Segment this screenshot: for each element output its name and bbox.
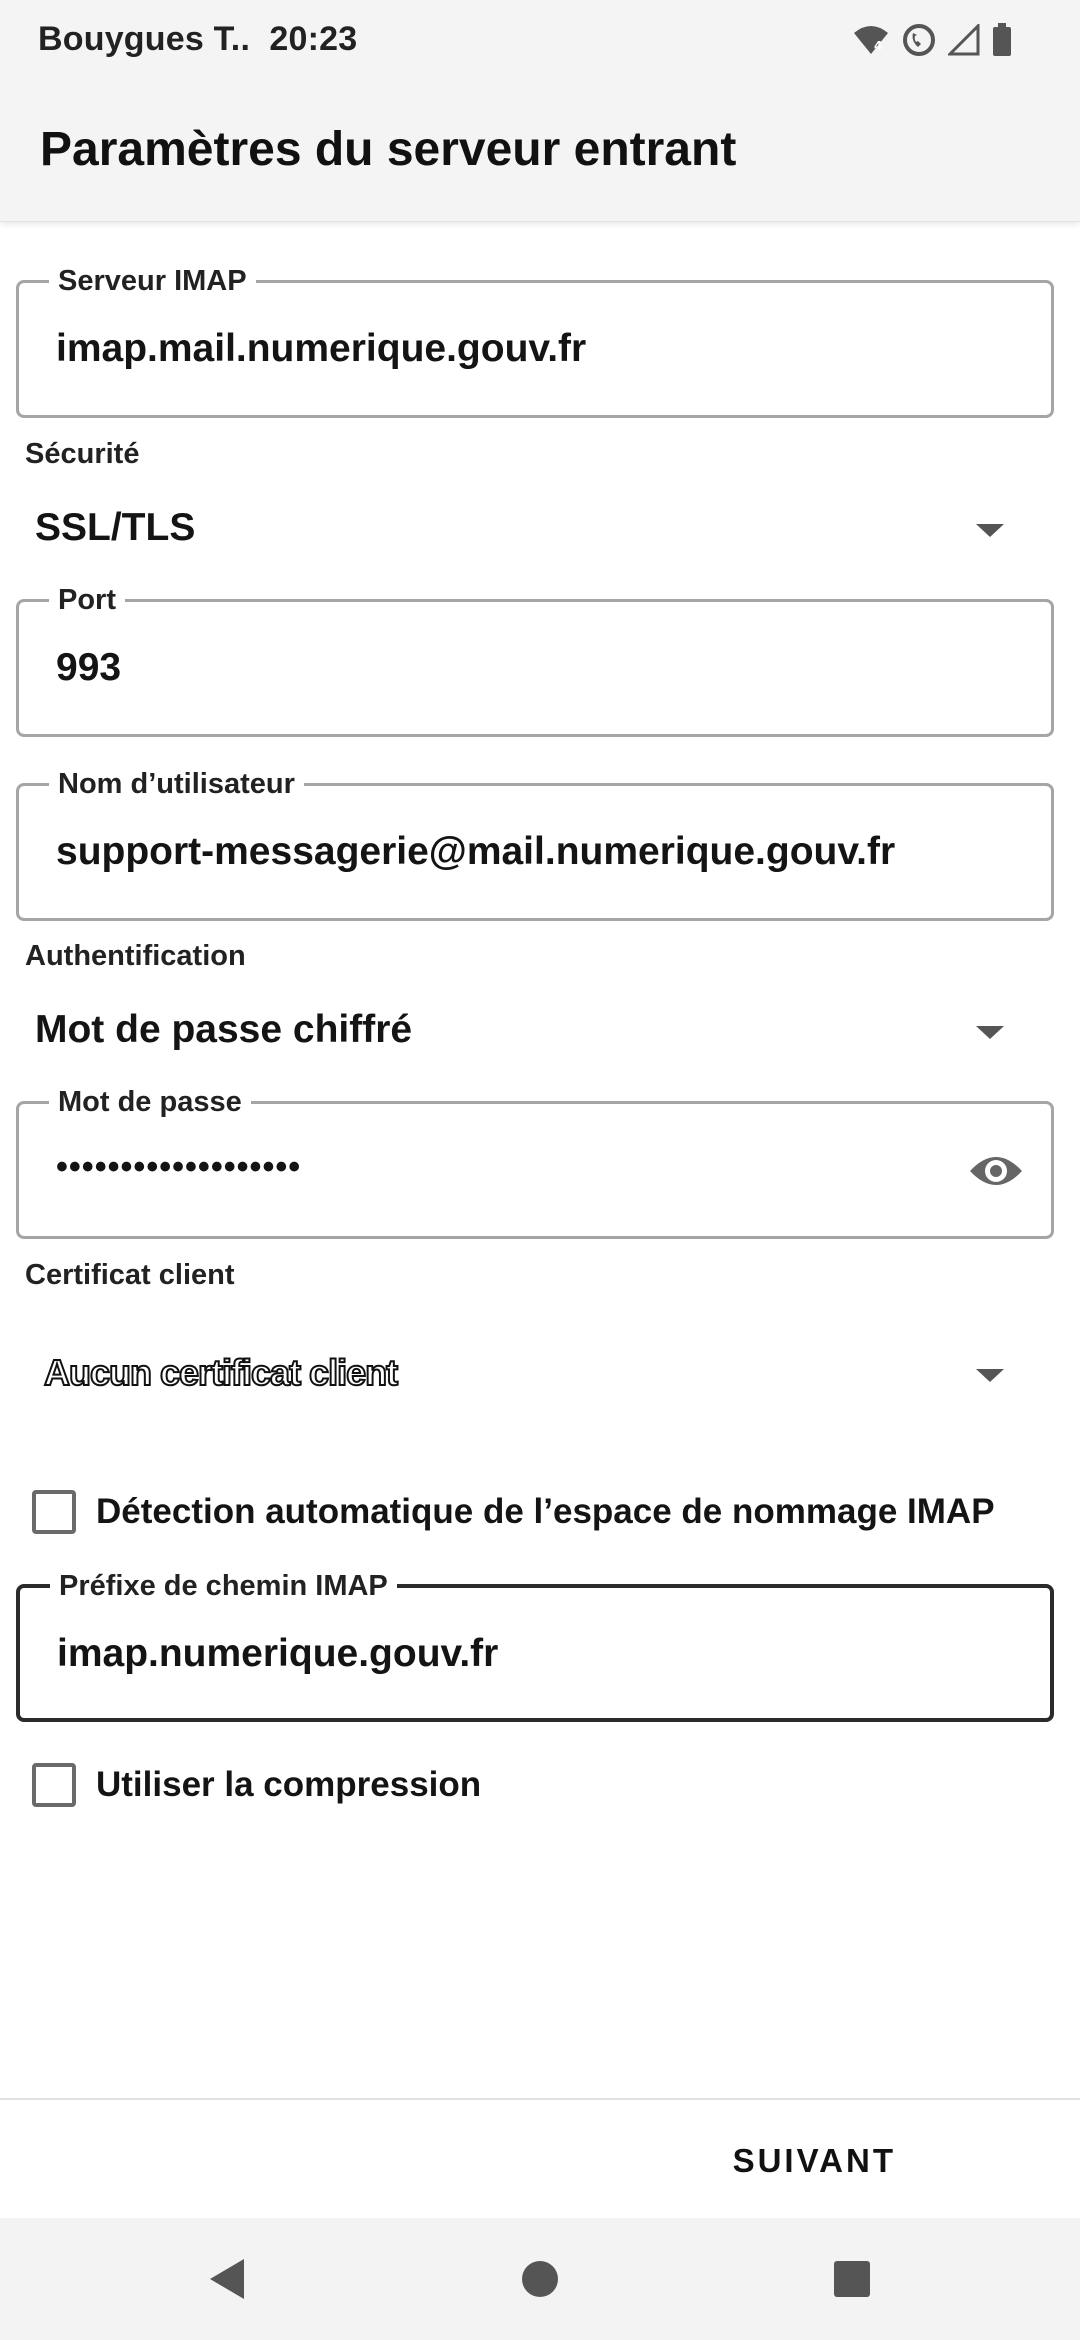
authentication-value: Mot de passe chiffré xyxy=(35,1008,413,1051)
port-label: Port xyxy=(49,582,125,618)
next-button[interactable]: SUIVANT xyxy=(732,2142,896,2179)
password-label: Mot de passe xyxy=(49,1084,251,1120)
show-password-icon[interactable] xyxy=(967,1144,1025,1198)
compression-checkbox[interactable] xyxy=(32,1763,76,1807)
recents-icon[interactable] xyxy=(829,2256,875,2302)
imap-server-label: Serveur IMAP xyxy=(49,263,256,299)
auto-namespace-checkbox-row[interactable] xyxy=(32,1488,995,1536)
auto-namespace-checkbox[interactable] xyxy=(32,1490,76,1534)
authentication-label: Authentification xyxy=(25,940,246,972)
username-value: support-messagerie@mail.numerique.gouv.fr xyxy=(56,830,896,873)
carrier-name: Bouygues T.. xyxy=(38,20,251,58)
security-dropdown[interactable] xyxy=(16,488,1054,568)
app-bar xyxy=(0,82,1080,222)
chevron-down-icon xyxy=(976,524,1004,537)
battery-icon xyxy=(992,23,1012,57)
status-icons xyxy=(852,20,1012,60)
svg-text:4: 4 xyxy=(874,39,883,53)
status-bar xyxy=(0,0,1080,82)
clock: 20:23 xyxy=(269,20,358,58)
imap-server-field[interactable] xyxy=(16,265,1054,418)
security-value: SSL/TLS xyxy=(35,506,196,549)
status-text xyxy=(38,20,357,59)
username-field[interactable] xyxy=(16,768,1054,921)
port-field[interactable] xyxy=(16,584,1054,737)
wifi-icon xyxy=(852,24,890,56)
auto-namespace-label: Détection automatique de l’espace de nommage IMAP xyxy=(96,1492,995,1531)
path-prefix-field[interactable] xyxy=(16,1570,1054,1722)
compression-checkbox-row[interactable] xyxy=(32,1761,481,1809)
authentication-dropdown[interactable] xyxy=(16,990,1054,1070)
client-certificate-value: Aucun certificat client xyxy=(44,1352,398,1393)
home-icon[interactable] xyxy=(517,2256,563,2302)
port-value: 993 xyxy=(56,646,122,689)
compression-label: Utiliser la compression xyxy=(96,1765,482,1804)
back-icon[interactable] xyxy=(203,2256,249,2302)
username-label: Nom d’utilisateur xyxy=(49,766,304,802)
chevron-down-icon xyxy=(976,1026,1004,1039)
footer-bar xyxy=(0,2098,1080,2218)
path-prefix-value: imap.numerique.gouv.fr xyxy=(57,1632,499,1675)
signal-icon xyxy=(948,24,980,56)
client-certificate-label: Certificat client xyxy=(25,1259,235,1291)
navigation-bar xyxy=(0,2218,1080,2340)
chevron-down-icon xyxy=(976,1369,1004,1382)
password-value: ••••••••••••••••••• xyxy=(56,1148,302,1186)
imap-server-value: imap.mail.numerique.gouv.fr xyxy=(56,327,587,370)
page-title: Paramètres du serveur entrant xyxy=(40,123,737,176)
password-field[interactable] xyxy=(16,1086,1054,1239)
wifi-call-icon xyxy=(902,23,936,57)
path-prefix-label: Préfixe de chemin IMAP xyxy=(50,1568,397,1604)
security-label: Sécurité xyxy=(25,438,140,470)
